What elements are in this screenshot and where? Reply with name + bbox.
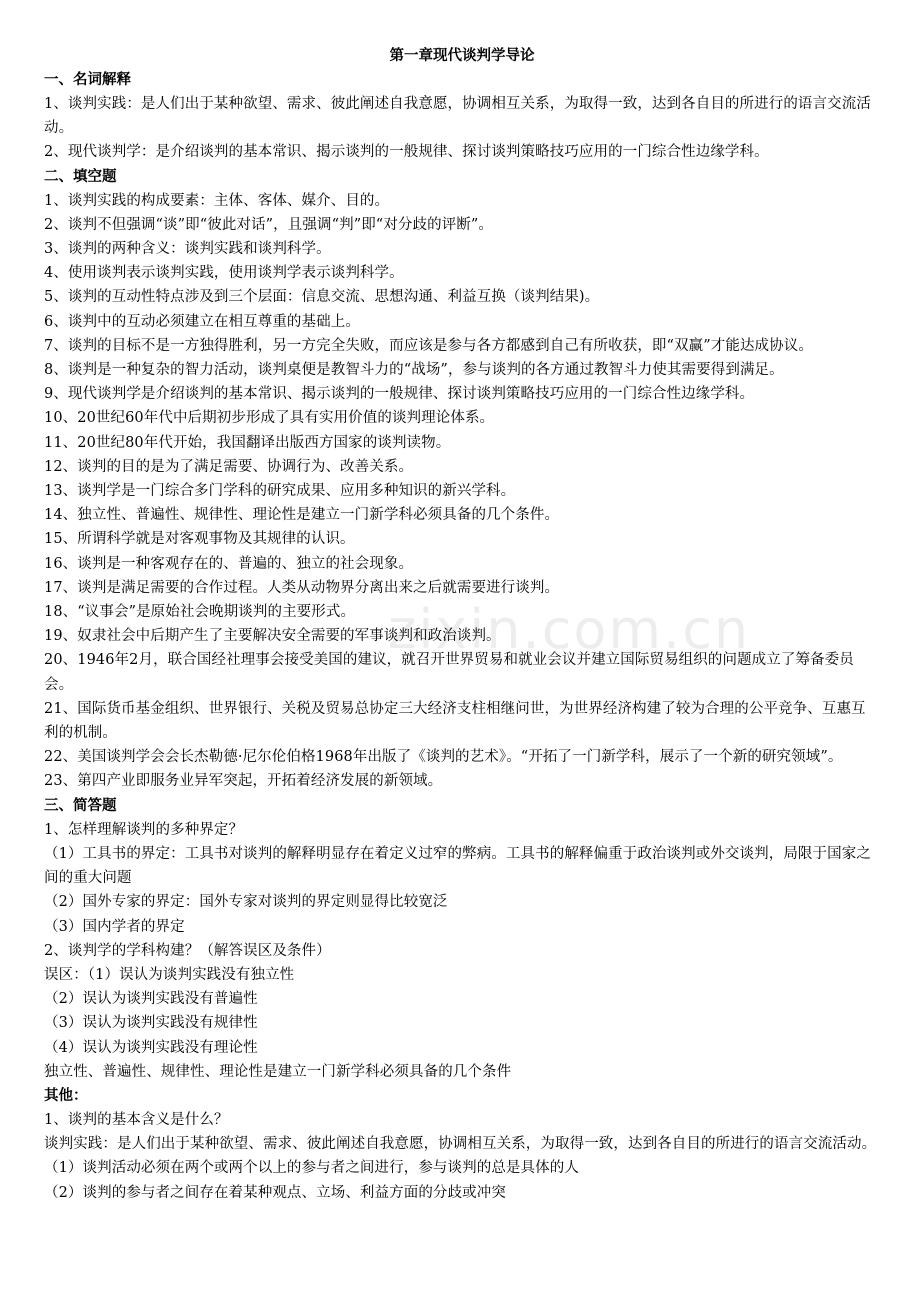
paragraph: 4、使用谈判表示谈判实践，使用谈判学表示谈判科学。 xyxy=(44,265,404,282)
document-page xyxy=(44,44,880,1205)
paragraph: 16、谈判是一种客观存在的、普遍的、独立的社会现象。 xyxy=(44,555,414,572)
paragraph: 独立性、普遍性、规律性、理论性是建立一门新学科必须具备的几个条件 xyxy=(44,1063,512,1080)
paragraph: 谈判实践：是人们出于某种欲望、需求、彼此阐述自我意愿，协调相互关系，为取得一致，达到各自目的所进行的语言交流活动。 xyxy=(44,1136,877,1153)
paragraph: 1、谈判的基本含义是什么？ xyxy=(44,1111,229,1128)
paragraph: （2）国外专家的界定：国外专家对谈判的界定则显得比较宽泛 xyxy=(44,894,448,911)
paragraph: 23、第四产业即服务业异军突起，开拓着经济发展的新领域。 xyxy=(44,773,443,790)
paragraph: 20、1946年2月，联合国经社理事会接受美国的建议，就召开世界贸易和就业会议并建立国际贸易组织的问题成立了筹备委员会。 xyxy=(44,652,854,693)
paragraph: 17、谈判是满足需要的合作过程。人类从动物界分离出来之后就需要进行谈判。 xyxy=(44,579,560,596)
paragraph: （3）误认为谈判实践没有规律性 xyxy=(44,1015,258,1032)
paragraph: 22、美国谈判学会会长杰勒德·尼尔伦伯格1968年出版了《谈判的艺术》。“开拓了一门新学科，展示了一个新的研究领域”。 xyxy=(44,749,843,766)
section xyxy=(44,1084,880,1205)
document-body xyxy=(44,68,880,1205)
paragraph: 5、谈判的互动性特点涉及到三个层面：信息交流、思想沟通、利益互换（谈判结果)。 xyxy=(44,289,600,306)
paragraph: 12、谈判的目的是为了满足需要、协调行为、改善关系。 xyxy=(44,458,414,475)
section xyxy=(44,794,880,1084)
paragraph: 3、谈判的两种含义：谈判实践和谈判科学。 xyxy=(44,241,331,258)
paragraph: 11、20世纪80年代开始，我国翻译出版西方国家的谈判读物。 xyxy=(44,434,451,451)
section-heading: 二、填空题 xyxy=(44,168,117,185)
paragraph: 1、怎样理解谈判的多种界定？ xyxy=(44,821,244,838)
paragraph: 21、国际货币基金组织、世界银行、关税及贸易总协定三大经济支柱相继问世，为世界经济构建了较为合理的公平竞争、互惠互利的机制。 xyxy=(44,700,866,742)
paragraph: 6、谈判中的互动必须建立在相互尊重的基础上。 xyxy=(44,313,360,330)
paragraph: （2）误认为谈判实践没有普遍性 xyxy=(44,991,258,1008)
section xyxy=(44,165,880,794)
paragraph: 2、现代谈判学：是介绍谈判的基本常识、揭示谈判的一般规律、探讨谈判策略技巧应用的一门综合性边缘学科。 xyxy=(44,144,769,161)
section xyxy=(44,68,880,165)
paragraph: （1）谈判活动必须在两个或两个以上的参与者之间进行，参与谈判的总是具体的人 xyxy=(44,1160,579,1177)
paragraph: 14、独立性、普遍性、规律性、理论性是建立一门新学科必须具备的几个条件。 xyxy=(44,507,560,524)
paragraph: 10、20世纪60年代中后期初步形成了具有实用价值的谈判理论体系。 xyxy=(44,410,495,427)
paragraph: （2）谈判的参与者之间存在着某种观点、立场、利益方面的分歧或冲突 xyxy=(44,1184,506,1201)
section-heading: 其他： xyxy=(44,1087,88,1104)
paragraph: 15、所谓科学就是对客观事物及其规律的认识。 xyxy=(44,531,355,548)
paragraph: （3）国内学者的界定 xyxy=(44,918,185,935)
paragraph: （1）工具书的界定：工具书对谈判的解释明显存在着定义过窄的弊病。工具书的解释偏重于政治谈判或外交谈判，局限于国家之间的重大问题 xyxy=(44,845,871,887)
paragraph: 2、谈判学的学科构建？（解答误区及条件） xyxy=(44,942,331,959)
section-heading: 三、简答题 xyxy=(44,797,117,814)
paragraph: 2、谈判不但强调“谈”即“彼此对话”，且强调“判”即“对分歧的评断”。 xyxy=(44,216,494,233)
paragraph: 19、奴隶社会中后期产生了主要解决安全需要的军事谈判和政治谈判。 xyxy=(44,628,501,645)
paragraph: 9、现代谈判学是介绍谈判的基本常识、揭示谈判的一般规律、探讨谈判策略技巧应用的一门综合性边缘学科。 xyxy=(44,386,755,403)
paragraph: 误区：（1）误认为谈判实践没有独立性 xyxy=(44,966,295,983)
paragraph: 1、谈判实践的构成要素：主体、客体、媒介、目的。 xyxy=(44,192,390,209)
watermark: zixin.com.cn xyxy=(388,598,751,661)
paragraph: 8、谈判是一种复杂的智力活动，谈判桌便是教智斗力的“战场”，参与谈判的各方通过教智斗力使其需要得到满足。 xyxy=(44,362,784,379)
paragraph: 7、谈判的目标不是一方独得胜利，另一方完全失败，而应该是参与各方都感到自己有所收获，即“双赢”才能达成协议。 xyxy=(44,337,813,354)
paragraph: 13、谈判学是一门综合多门学科的研究成果、应用多种知识的新兴学科。 xyxy=(44,483,516,500)
paragraph: 1、谈判实践：是人们出于某种欲望、需求、彼此阐述自我意愿，协调相互关系，为取得一致，达到各自目的所进行的语言交流活动。 xyxy=(44,96,871,137)
section-heading: 一、名词解释 xyxy=(44,72,131,88)
paragraph: （4）误认为谈判实践没有理论性 xyxy=(44,1039,258,1056)
paragraph: 18、“议事会”是原始社会晚期谈判的主要形式。 xyxy=(44,604,356,621)
document-title: 第一章现代谈判学导论 xyxy=(389,48,535,64)
